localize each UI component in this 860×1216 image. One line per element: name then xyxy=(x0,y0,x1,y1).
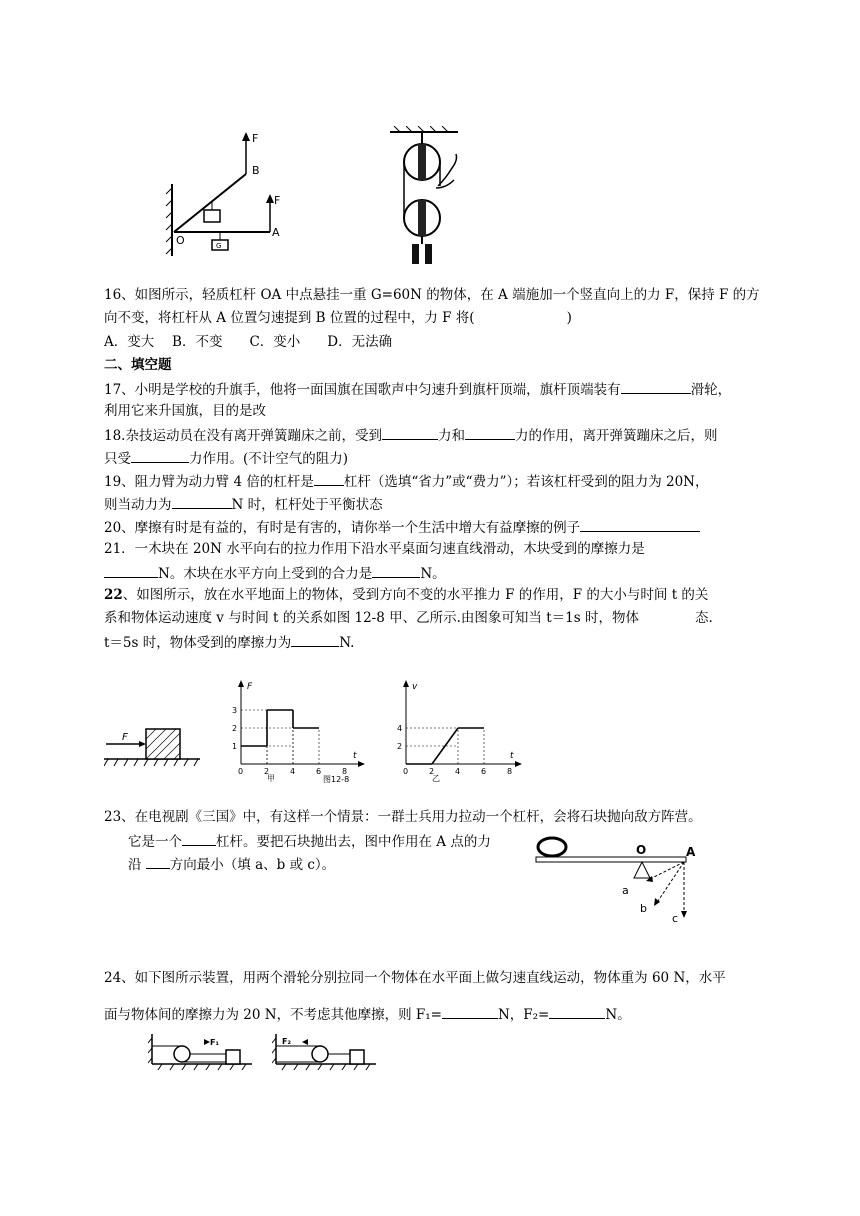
y-tick-label: 3 xyxy=(232,706,238,715)
label-F-mid: F xyxy=(274,194,281,207)
x-tick-label: 8 xyxy=(342,767,348,776)
pulley-figure xyxy=(388,126,468,271)
x-tick-label: 2 xyxy=(429,767,435,776)
caption: 乙 xyxy=(432,774,440,783)
y-tick-label: 1 xyxy=(232,742,238,751)
q22-line3: t＝5s 时，物体受到的摩擦力为 N. xyxy=(104,632,354,652)
q17-line1: 17、小明是学校的升旗手，他将一面国旗在国歌声中匀速升到旗杆顶端，旗杆顶端装有 滑轮， xyxy=(104,379,731,399)
label-F-top: F xyxy=(252,132,259,145)
caption: 甲 xyxy=(267,774,275,783)
y-tick-label: 2 xyxy=(232,724,238,733)
q23-line1: 23、在电视剧《三国》中，有这样一个情景：一群士兵用力拉动一个杠杆，会将石块抛向敌方阵营。 xyxy=(104,809,702,825)
label-O: O xyxy=(176,234,185,247)
label-O: O xyxy=(636,843,647,857)
q23-line3: 沿 方向最小（填 a、b 或 c）。 xyxy=(128,854,335,874)
pulley-pull-figure-2 xyxy=(272,1034,377,1074)
q19-line1: 19、阻力臂为动力臂 4 倍的杠杆是 杠杆（选填“省力”或“费力”）；若该杠杆受到的阻力为 20N， xyxy=(104,471,709,491)
xlabel: t xyxy=(510,751,514,761)
q22-line1: 22、如图所示，放在水平地面上的物体，受到方向不变的水平推力 F 的作用，F 的大小与时间 t 的关 xyxy=(104,587,709,603)
label-B: B xyxy=(252,164,260,177)
q17-line2: 利用它来升国旗，目的是改 xyxy=(104,403,266,419)
q22-line2: 系和物体运动速度 v 与时间 t 的关系如图 12-8 甲、乙所示.由图象可知当 t＝1s 时，物体 态. xyxy=(104,610,713,626)
q19-line2: 则当动力为 N 时，杠杆处于平衡状态 xyxy=(104,494,383,514)
chart-velocity-time xyxy=(390,678,540,788)
chart-force-time xyxy=(225,678,375,788)
q20-line: 20、摩擦有时是有益的，有时是有害的，请你举一个生活中增大有益摩擦的例子 xyxy=(104,517,700,537)
q16-options: A．变大 B．不变 C．变小 D．无法确 xyxy=(104,334,393,350)
figure-caption: 图12-8 xyxy=(323,775,350,784)
ylabel: F xyxy=(247,682,253,692)
y-tick-label: 2 xyxy=(397,742,403,751)
push-block-figure xyxy=(104,724,202,772)
section-title: 二、填空题 xyxy=(104,357,172,373)
y-tick-label: 4 xyxy=(397,724,403,733)
x-tick-label: 0 xyxy=(238,767,244,776)
q21-line2: N。木块在水平方向上受到的合力是 N。 xyxy=(104,563,446,583)
label-a: a xyxy=(622,884,629,897)
x-tick-label: 6 xyxy=(316,767,322,776)
x-tick-label: 2 xyxy=(264,767,270,776)
x-tick-label: 6 xyxy=(481,767,487,776)
q16-line1: 16、如图所示，轻质杠杆 OA 中点悬挂一重 G=60N 的物体，在 A 端施加一个竖直向上的力 F，保持 F 的方 xyxy=(104,287,760,303)
xlabel: t xyxy=(353,751,357,761)
q21-line1: 21．一木块在 20N 水平向右的拉力作用下沿水平桌面匀速直线滑动，木块受到的摩擦力是 xyxy=(104,541,645,557)
x-tick-label: 8 xyxy=(507,767,513,776)
q16-line2: 向不变，将杠杆从 A 位置匀速提到 B 位置的过程中，力 F 将( ) xyxy=(104,310,572,326)
label-c: c xyxy=(672,912,679,924)
q18-line1: 18.杂技运动员在没有离开弹簧蹦床之前，受到 力和 力的作用，离开弹簧蹦床之后，则 xyxy=(104,425,717,445)
ylabel: v xyxy=(412,682,418,692)
x-tick-label: 4 xyxy=(455,767,461,776)
label-F1: F₁ xyxy=(210,1038,219,1047)
q18-line2: 只受 力作用。(不计空气的阻力) xyxy=(104,448,348,468)
q24-line2: 面与物体间的摩擦力为 20 N，不考虑其他摩擦，则 F₁= N，F₂= N。 xyxy=(104,1004,631,1024)
label-A: A xyxy=(272,226,280,239)
pulley-pull-figure-1 xyxy=(148,1034,253,1074)
x-tick-label: 4 xyxy=(290,767,296,776)
q23-line2: 它是一个 杠杆。要把石块抛出去，图中作用在 A 点的力 xyxy=(128,831,491,851)
label-G: G xyxy=(216,242,222,250)
catapult-figure xyxy=(534,832,714,924)
label-A: A xyxy=(686,845,696,859)
q24-line1: 24、如下图所示装置，用两个滑轮分别拉同一个物体在水平面上做匀速直线运动，物体重为 60 N，水平 xyxy=(104,970,726,986)
force-label: F xyxy=(122,732,128,743)
lever-figure xyxy=(160,128,290,258)
label-b: b xyxy=(640,902,647,915)
x-tick-label: 0 xyxy=(403,767,409,776)
label-F2: F₂ xyxy=(282,1037,291,1046)
